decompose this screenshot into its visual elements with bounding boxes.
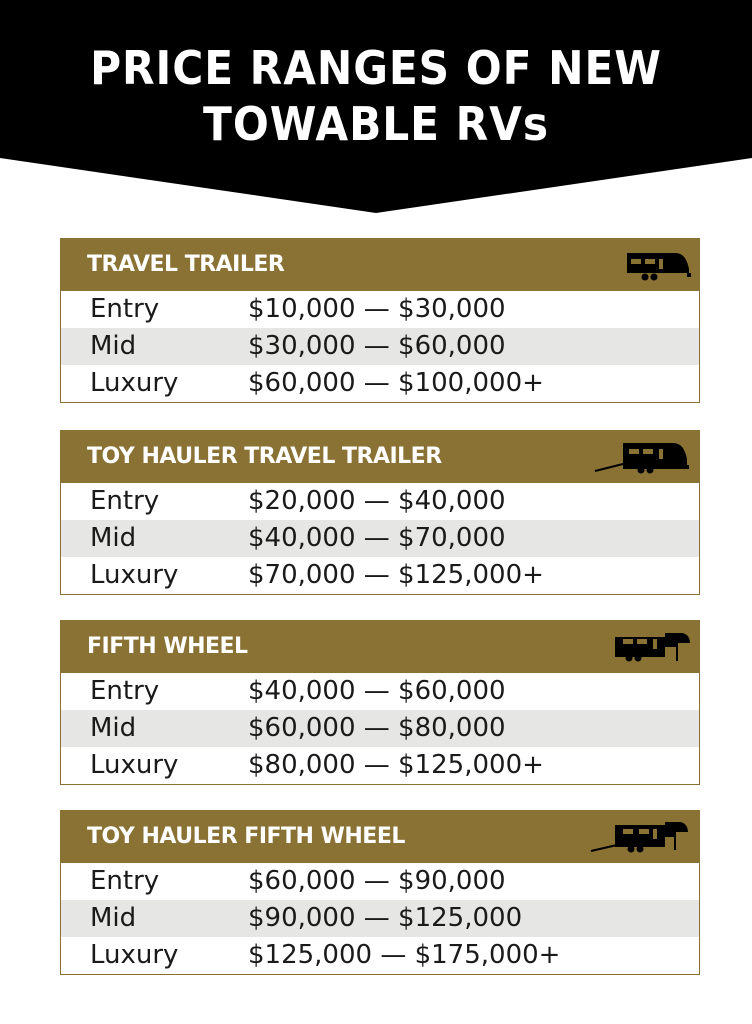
price-range: $60,000 — $90,000	[248, 866, 506, 896]
title-line-2: TOWABLE RVs	[203, 97, 549, 151]
tier-label: Entry	[90, 676, 160, 706]
title-line-1: PRICE RANGES OF NEW	[90, 41, 662, 95]
tier-label: Mid	[90, 713, 137, 743]
price-row	[61, 365, 699, 402]
price-row	[61, 557, 699, 594]
price-range: $10,000 — $30,000	[248, 294, 506, 324]
toy-hauler-trailer-icon	[593, 439, 693, 479]
price-section	[60, 430, 700, 595]
tier-label: Entry	[90, 294, 160, 324]
price-range: $80,000 — $125,000+	[248, 750, 544, 780]
tier-label: Mid	[90, 523, 137, 553]
price-row	[61, 291, 699, 328]
price-row	[61, 483, 699, 520]
price-range: $40,000 — $70,000	[248, 523, 506, 553]
price-row	[61, 328, 699, 365]
price-range: $60,000 — $80,000	[248, 713, 506, 743]
section-title: TOY HAULER FIFTH WHEEL	[87, 824, 405, 849]
tier-label: Mid	[90, 903, 137, 933]
price-row	[61, 900, 699, 937]
price-row	[61, 673, 699, 710]
tier-label: Luxury	[90, 750, 179, 780]
tier-label: Entry	[90, 486, 160, 516]
price-row	[61, 520, 699, 557]
price-row	[61, 710, 699, 747]
price-section	[60, 810, 700, 975]
page-title	[30, 40, 722, 152]
section-title: TOY HAULER TRAVEL TRAILER	[87, 444, 442, 469]
price-range: $20,000 — $40,000	[248, 486, 506, 516]
tier-label: Luxury	[90, 368, 179, 398]
section-header	[61, 621, 699, 673]
section-title: TRAVEL TRAILER	[87, 252, 285, 277]
tier-label: Entry	[90, 866, 160, 896]
price-row	[61, 747, 699, 784]
toy-hauler-fifth-wheel-icon	[589, 819, 693, 859]
travel-trailer-icon	[623, 247, 693, 287]
price-range: $90,000 — $125,000	[248, 903, 523, 933]
price-range: $70,000 — $125,000+	[248, 560, 544, 590]
price-range: $40,000 — $60,000	[248, 676, 506, 706]
tier-label: Luxury	[90, 560, 179, 590]
title-banner	[0, 0, 752, 214]
price-section	[60, 620, 700, 785]
price-row	[61, 937, 699, 974]
section-header	[61, 239, 699, 291]
price-range: $60,000 — $100,000+	[248, 368, 544, 398]
section-header	[61, 431, 699, 483]
section-title: FIFTH WHEEL	[87, 634, 248, 659]
section-header	[61, 811, 699, 863]
price-section	[60, 238, 700, 403]
fifth-wheel-icon	[613, 629, 693, 669]
price-row	[61, 863, 699, 900]
tier-label: Mid	[90, 331, 137, 361]
price-range: $125,000 — $175,000+	[248, 940, 561, 970]
price-range: $30,000 — $60,000	[248, 331, 506, 361]
tier-label: Luxury	[90, 940, 179, 970]
